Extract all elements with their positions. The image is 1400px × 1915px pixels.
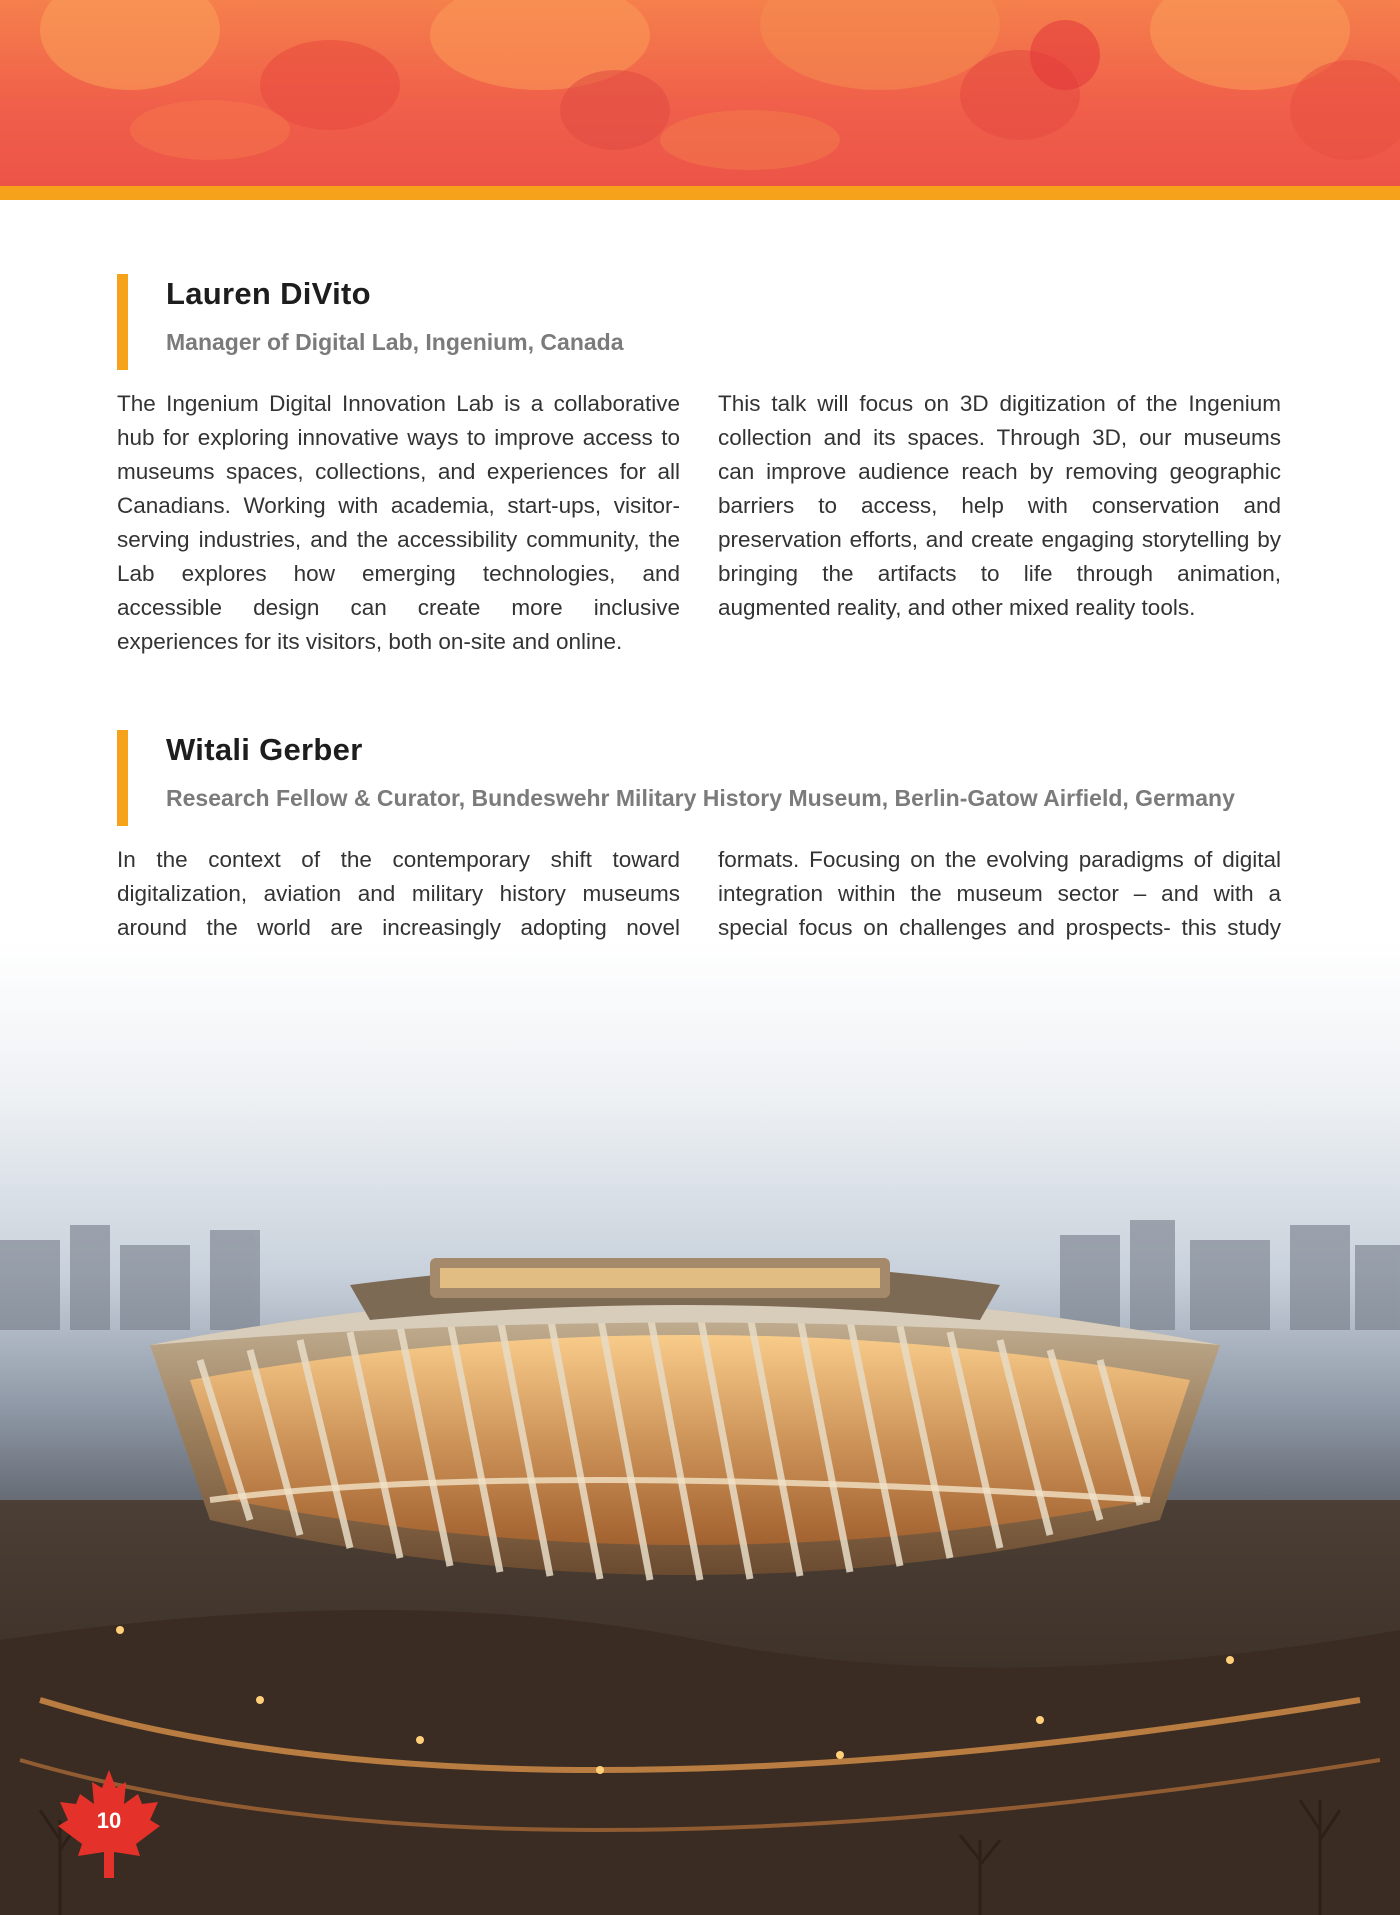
page-number: 10 (96, 1808, 122, 1833)
abstract-column-left: In the context of the contemporary shift toward digitalization, aviation and military history museums around the world are increasingly adopting novel (117, 847, 680, 940)
speaker-role: Manager of Digital Lab, Ingenium, Canada (166, 329, 624, 355)
page-badge (56, 1768, 162, 1880)
speaker-header (117, 274, 1283, 372)
speaker-name: Lauren DiVito (166, 276, 371, 311)
banner-accent-stripe (0, 186, 1400, 200)
museum-photo (0, 940, 1400, 1915)
accent-bar (117, 274, 128, 370)
museum-building-illustration (0, 940, 1400, 1915)
top-banner (0, 0, 1400, 186)
abstract-column-right: This talk will focus on 3D digitization of the Ingenium collection and its spaces. Through 3D, our museums can improve audience reach by removing geographic barriers to access, help with conservation and preservation efforts, and create engaging storytelling by bringing the artifacts to life through animation, augmented reality, and other mixed reality tools. (718, 391, 1281, 620)
abstract-column-right: formats. Focusing on the evolving paradigms of digital integration within the museum sector – and with a special focus on challenges and prospects- this study (718, 847, 1281, 940)
speaker-header (117, 730, 1283, 828)
abstract-column-left: The Ingenium Digital Innovation Lab is a collaborative hub for exploring innovative ways to improve access to museums spaces, collections, and experiences for all Canadians. Working with academia, start-ups, visitor-serving industries, and the accessibility community, the Lab explores how emerging technologies, and accessible design can create more inclusive experiences for its visitors, both on-site and online. (117, 391, 680, 654)
speaker-role: Research Fellow & Curator, Bundeswehr Military History Museum, Berlin-Gatow Airfield, Germany (166, 785, 1235, 811)
speaker-section-divito (117, 274, 1283, 659)
speaker-abstract (117, 387, 1283, 659)
speaker-name: Witali Gerber (166, 732, 363, 767)
accent-bar (117, 730, 128, 826)
